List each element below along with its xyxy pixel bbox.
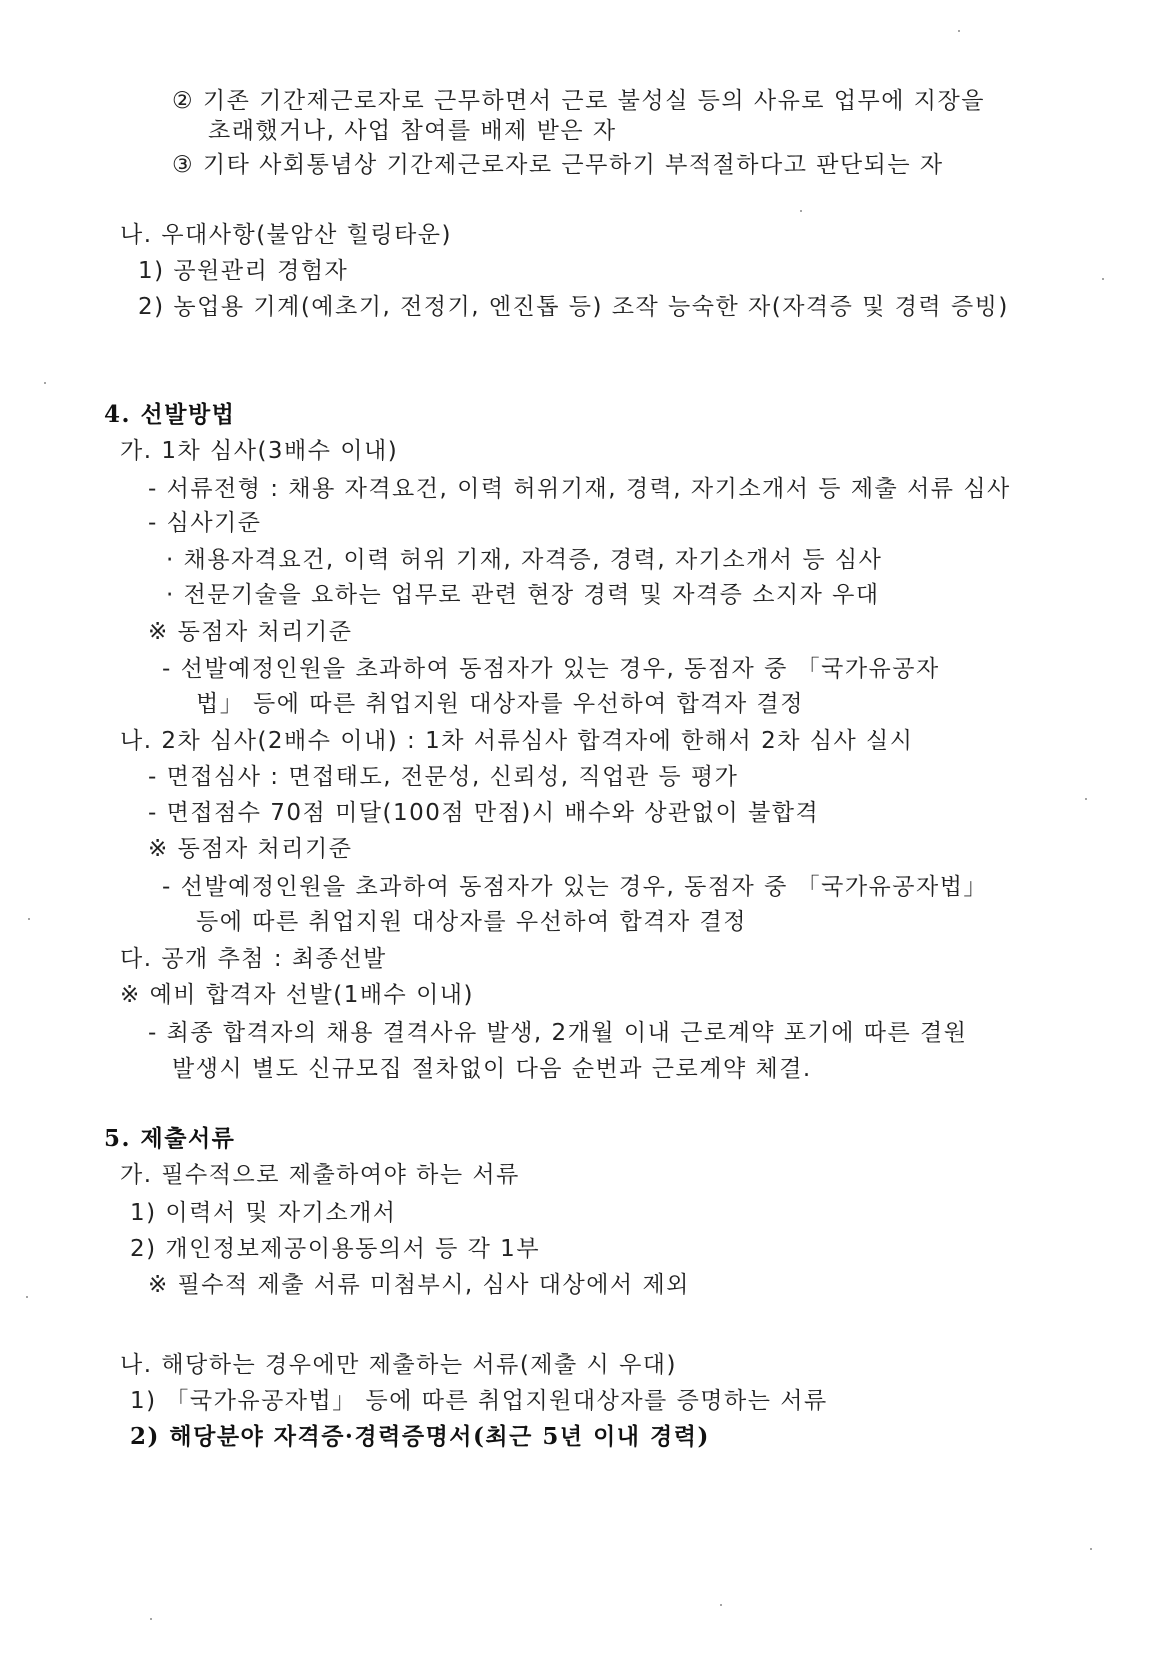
disqualification-item-2-line-2: 초래했거나, 사업 참여를 배제 받은 자 xyxy=(208,118,617,144)
preference-item-1: 1) 공원관리 경험자 xyxy=(138,258,349,284)
required-doc-2: 2) 개인정보제공이용동의서 등 각 1부 xyxy=(130,1236,541,1262)
required-docs-title: 가. 필수적으로 제출하여야 하는 서류 xyxy=(120,1162,520,1188)
document-screening: - 서류전형 : 채용 자격요건, 이력 허위기재, 경력, 자기소개서 등 제출 서류 심사 xyxy=(148,476,1011,502)
disqualification-item-2-line-1: ② 기존 기간제근로자로 근무하면서 근로 불성실 등의 사유로 업무에 지장을 xyxy=(172,88,985,114)
scan-speck xyxy=(26,1296,28,1298)
scan-speck xyxy=(28,918,30,920)
section-5-heading: 5. 제출서류 xyxy=(104,1125,236,1152)
criteria-title: - 심사기준 xyxy=(148,510,262,536)
first-review-title: 가. 1차 심사(3배수 이내) xyxy=(120,438,399,464)
scan-speck xyxy=(800,210,802,212)
scan-speck xyxy=(720,1604,722,1606)
required-docs-note: ※ 필수적 제출 서류 미첨부시, 심사 대상에서 제외 xyxy=(148,1272,690,1298)
scan-speck xyxy=(1102,278,1104,280)
scan-speck xyxy=(1085,798,1087,800)
reserve-line-1: - 최종 합격자의 채용 결격사유 발생, 2개월 이내 근로계약 포기에 따른 결원 xyxy=(148,1020,968,1046)
reserve-title: ※ 예비 합격자 선발(1배수 이내) xyxy=(120,982,474,1008)
tie-rule-1-line-1: - 선발예정인원을 초과하여 동점자가 있는 경우, 동점자 중 「국가유공자 xyxy=(162,656,940,682)
interview-criteria: - 면접심사 : 면접태도, 전문성, 신뢰성, 직업관 등 평가 xyxy=(148,764,739,790)
second-review-title: 나. 2차 심사(2배수 이내) : 1차 서류심사 합격자에 한해서 2차 심사 실시 xyxy=(120,728,914,754)
scan-speck xyxy=(150,1618,152,1620)
reserve-line-2: 발생시 별도 신규모집 절차없이 다음 순번과 근로계약 체결. xyxy=(172,1056,812,1082)
lottery: 다. 공개 추첨 : 최종선발 xyxy=(120,946,387,972)
optional-doc-2: 2) 해당분야 자격증·경력증명서(최근 5년 이내 경력) xyxy=(130,1423,710,1450)
preference-item-2: 2) 농업용 기계(예초기, 전정기, 엔진톱 등) 조작 능숙한 자(자격증 및 경력 증빙) xyxy=(138,294,1009,320)
tie-rule-2-line-2: 등에 따른 취업지원 대상자를 우선하여 합격자 결정 xyxy=(196,909,747,935)
interview-cutoff: - 면접점수 70점 미달(100점 만점)시 배수와 상관없이 불합격 xyxy=(148,800,820,826)
tie-rule-1-line-2: 법」 등에 따른 취업지원 대상자를 우선하여 합격자 결정 xyxy=(196,691,804,717)
preference-title: 나. 우대사항(불암산 힐링타운) xyxy=(120,222,452,248)
disqualification-item-3: ③ 기타 사회통념상 기간제근로자로 근무하기 부적절하다고 판단되는 자 xyxy=(172,152,944,178)
section-4-heading: 4. 선발방법 xyxy=(104,401,236,428)
scan-speck xyxy=(958,30,960,32)
optional-doc-1: 1) 「국가유공자법」 등에 따른 취업지원대상자를 증명하는 서류 xyxy=(130,1388,828,1414)
criteria-item-1: · 채용자격요건, 이력 허위 기재, 자격증, 경력, 자기소개서 등 심사 xyxy=(166,547,883,573)
tie-rule-2-line-1: - 선발예정인원을 초과하여 동점자가 있는 경우, 동점자 중 「국가유공자법」 xyxy=(162,874,988,900)
tie-rule-title-2: ※ 동점자 처리기준 xyxy=(148,836,353,862)
criteria-item-2: · 전문기술을 요하는 업무로 관련 현장 경력 및 자격증 소지자 우대 xyxy=(166,582,880,608)
scan-speck xyxy=(1090,1548,1092,1550)
required-doc-1: 1) 이력서 및 자기소개서 xyxy=(130,1200,397,1226)
tie-rule-title-1: ※ 동점자 처리기준 xyxy=(148,619,353,645)
scan-speck xyxy=(44,382,46,384)
optional-docs-title: 나. 해당하는 경우에만 제출하는 서류(제출 시 우대) xyxy=(120,1352,677,1378)
